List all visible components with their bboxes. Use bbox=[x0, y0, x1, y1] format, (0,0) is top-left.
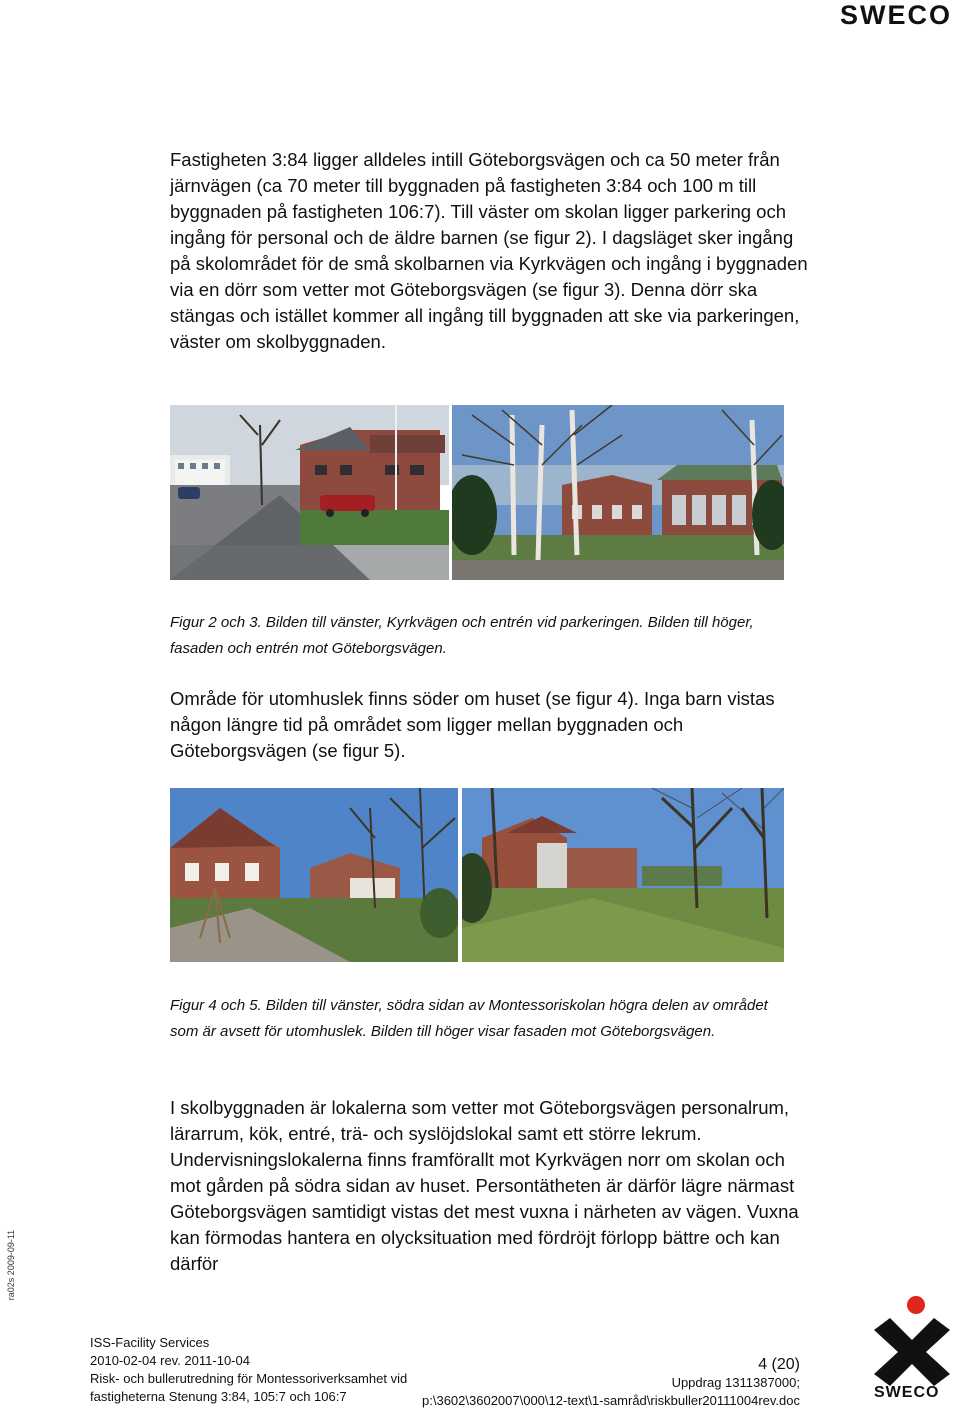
body-paragraph-3: I skolbyggnaden är lokalerna som vetter mot Göteborgsvägen personalrum, lärarrum, kök, entré, trä- och syslöjdslokal samt ett större lekrum. Undervisningslokalerna finns framförallt mot Kyrkvägen norr om skolan och mot gården på södra sidan av huset. Persontätheten är därför lägre närmast Göteborgsvägen samtidigt vistas det mest vuxna i närheten av vägen. Vuxna kan förmodas hantera en olycksituation med fördröjt förlopp bättre och kan därför bbox=[170, 1097, 799, 1274]
sweco-logo-top: SWECO bbox=[839, 0, 952, 30]
figure-caption-4-5: Figur 4 och 5. Bilden till vänster, södra sidan av Montessoriskolan högra delen av området som är avsett för utomhuslek. Bilden till höger visar fasaden mot Göteborgsvägen. bbox=[170, 997, 768, 1040]
figure-5-photo bbox=[462, 788, 784, 962]
sweco-logo-mark bbox=[872, 1292, 952, 1404]
document-template-code: ra02s 2009-09-11 bbox=[6, 1229, 16, 1301]
footer-title-line-2: fastigheterna Stenung 3:84, 105:7 och 106:7 bbox=[90, 1389, 347, 1404]
footer-title-line-1: Risk- och bullerutredning för Montessoriverksamhet vid bbox=[90, 1371, 408, 1386]
figure-4-photo bbox=[170, 788, 458, 962]
body-paragraph-1: Fastigheten 3:84 ligger alldeles intill Göteborgsvägen och ca 50 meter från järnvägen (ca 70 meter till byggnaden på fastigheten 3:84 och 100 m till byggnaden på fastigheten 106:7). Till väster om skolan ligger parkering och ingång för personal och de äldre barnen (se figur 2). I dagsläget sker ingång på skolområdet för de små skolbarnen via Kyrkvägen och ingång i byggnaden via en dörr som vetter mot Göteborgsvägen (se figur 3). Denna dörr ska stängas och istället kommer all ingång till byggnaden att ske via parkeringen, väster om skolbyggnaden. bbox=[170, 149, 808, 352]
footer-right-block bbox=[422, 1356, 800, 1410]
sweco-logo-bottom-text: SWECO bbox=[874, 1384, 940, 1401]
figure-2-photo bbox=[170, 405, 449, 580]
figure-3-photo bbox=[452, 405, 784, 580]
body-paragraph-2: Område för utomhuslek finns söder om huset (se figur 4). Inga barn vistas någon längre tid på området som ligger mellan byggnaden och Göteborgsvägen (se figur 5). bbox=[170, 688, 775, 761]
figure-caption-2-3: Figur 2 och 3. Bilden till vänster, Kyrkvägen och entrén vid parkeringen. Bilden till höger, fasaden och entrén mot Göteborgsvägen. bbox=[170, 614, 754, 657]
footer-dates: 2010-02-04 rev. 2011-10-04 bbox=[90, 1353, 250, 1368]
footer-assignment: Uppdrag 1311387000; bbox=[671, 1375, 800, 1390]
footer-file-path: p:\3602\3602007\000\12-text\1-samråd\riskbuller20111004rev.doc bbox=[422, 1393, 800, 1408]
footer-company: ISS-Facility Services bbox=[90, 1335, 210, 1350]
footer-left-block bbox=[90, 1334, 407, 1406]
page-number: 4 (20) bbox=[758, 1356, 800, 1373]
